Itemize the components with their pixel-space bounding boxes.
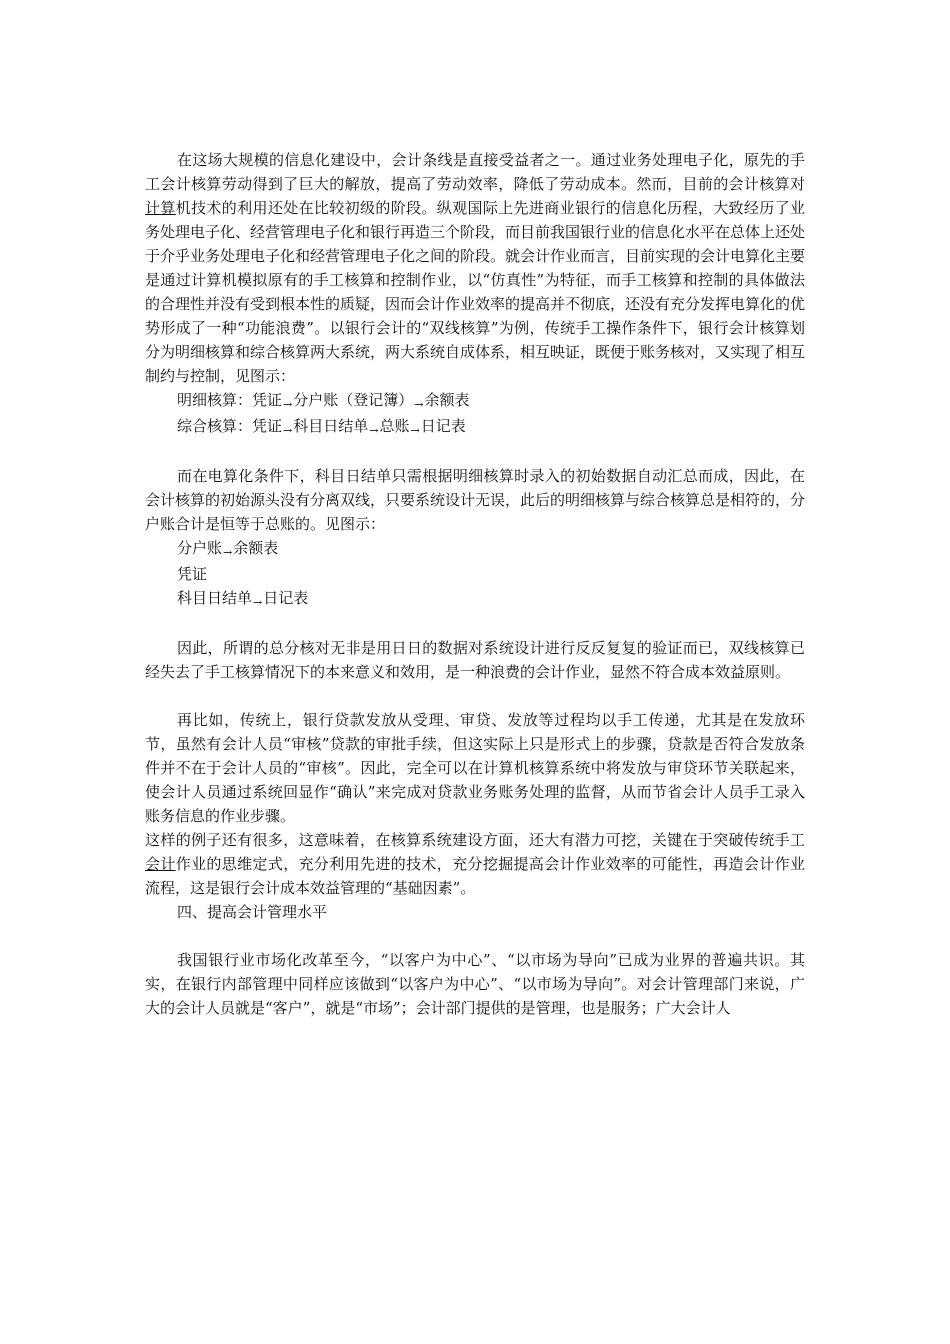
flow-label: 综合核算： — [177, 417, 253, 435]
link-kuaiji[interactable]: 会计 — [145, 855, 176, 873]
paragraph-loan-example: 再比如，传统上，银行贷款发放从受理、审贷、发放等过程均以手工传递，尤其是在发放环节，虽然有会计人员“审核”贷款的审批手续，但这实际上只是形式上的步骤，贷款是否符合发放条件并不在于会计人员的“审核”。因此，完全可以在计算机核算系统中将发放与审贷环节关联起来，使会计人员通过系统回显作“确认”来完成对贷款业务账务处理的监督，从而节省会计人员手工录入账务信息的作业步骤。 — [145, 711, 805, 825]
paragraph-conclusion: 因此，所谓的总分核对无非是用日日的数据对系统设计进行反反复复的验证而已，双线核算已经失去了手工核算情况下的本来意义和效用，是一种浪费的会计作业，显然不符合成本效益原则。 — [145, 639, 805, 681]
flow-step: 凭证 — [252, 391, 283, 409]
arrow-right-icon: → — [414, 398, 424, 411]
paragraph-intro — [145, 148, 805, 388]
link-jisuan[interactable]: 计算 — [145, 199, 176, 217]
flow-step: 分户账（登记簿） — [293, 391, 414, 409]
paragraph-intro-part-2: 机技术的利用还处在比较初级的阶段。纵观国际上先进商业银行的信息化历程，大致经历了业务处理电子化、经营管理电子化和银行再造三个阶段，而目前我国银行业的信息化水平在总体上还处于介乎业务处理电子化和经营管理电子化之间的阶段。就会计作业而言，目前实现的会计电算化主要是通过计算机模拟原有的手工核算和控制作业，以“仿真性”为特征，而手工核算和控制的具体做法的合理性并没有受到根本性的质疑，因而会计作业效率的提高并不彻底，还没有充分发挥电算化的优势形成了一种“功能浪费”。以银行会计的“双线核算”为例，传统手工操作条件下，银行会计核算划分为明细核算和综合核算两大系统，两大系统自成体系，相互映证，既便于账务核对，又实现了相互制约与控制，见图示： — [145, 199, 806, 385]
arrow-right-icon: → — [410, 424, 420, 437]
flow-step: 余额表 — [233, 539, 279, 557]
flow-step: 分户账 — [177, 539, 223, 557]
flow-step: 科目日结单 — [293, 417, 369, 435]
flow-daily-statement — [145, 586, 805, 612]
flow-step: 余额表 — [424, 391, 470, 409]
flow-step: 日记表 — [263, 589, 309, 607]
flow-ledger — [145, 536, 805, 562]
paragraph-more-examples-part-2: 作业的思维定式，充分利用先进的技术，充分挖掘提高会计作业效率的可能性，再造会计作业流程，这是银行会计成本效益管理的“基础因素”。 — [145, 855, 805, 897]
paragraph-more-examples-part-1: 这样的例子还有很多，这意味着，在核算系统建设方面，还大有潜力可挖，关键在于突破传统手工 — [145, 831, 805, 849]
paragraph-computerized: 而在电算化条件下，科目日结单只需根据明细核算时录入的初始数据自动汇总而成，因此，在会计核算的初始源头没有分离双线，只要系统设计无误，此后的明细核算与综合核算总是相符的，分户账合计是恒等于总账的。见图示： — [145, 467, 806, 533]
flow-general-accounting — [145, 414, 805, 440]
paragraph-management: 我国银行业市场化改革至今，“以客户为中心”、“以市场为导向”已成为业界的普遍共识。其实，在银行内部管理中同样应该做到“以客户为中心”、“以市场为导向”。对会计管理部门来说，广大的会计人员就是“客户”，就是“市场”；会计部门提供的是管理，也是服务；广大会计人 — [145, 951, 805, 1017]
arrow-right-icon: → — [253, 596, 263, 609]
flow-step: 凭证 — [177, 565, 208, 583]
arrow-right-icon: → — [283, 398, 293, 411]
flow-voucher — [145, 562, 805, 586]
arrow-right-icon: → — [369, 424, 379, 437]
flow-step: 总账 — [379, 417, 410, 435]
paragraph-intro-part-1: 在这场大规模的信息化建设中，会计条线是直接受益者之一。通过业务处理电子化，原先的手工会计核算劳动得到了巨大的解放，提高了劳动效率，降低了劳动成本。然而，目前的会计核算对 — [145, 151, 805, 193]
flow-step: 日记表 — [420, 417, 466, 435]
flow-detail-accounting — [145, 388, 805, 414]
section-heading: 四、提高会计管理水平 — [177, 903, 328, 921]
flow-label: 明细核算： — [177, 391, 253, 409]
arrow-right-icon: → — [223, 546, 233, 559]
flow-step: 科目日结单 — [177, 589, 253, 607]
paragraph-more-examples — [145, 828, 805, 900]
document-page — [145, 148, 805, 1020]
flow-step: 凭证 — [252, 417, 283, 435]
arrow-right-icon: → — [283, 424, 293, 437]
